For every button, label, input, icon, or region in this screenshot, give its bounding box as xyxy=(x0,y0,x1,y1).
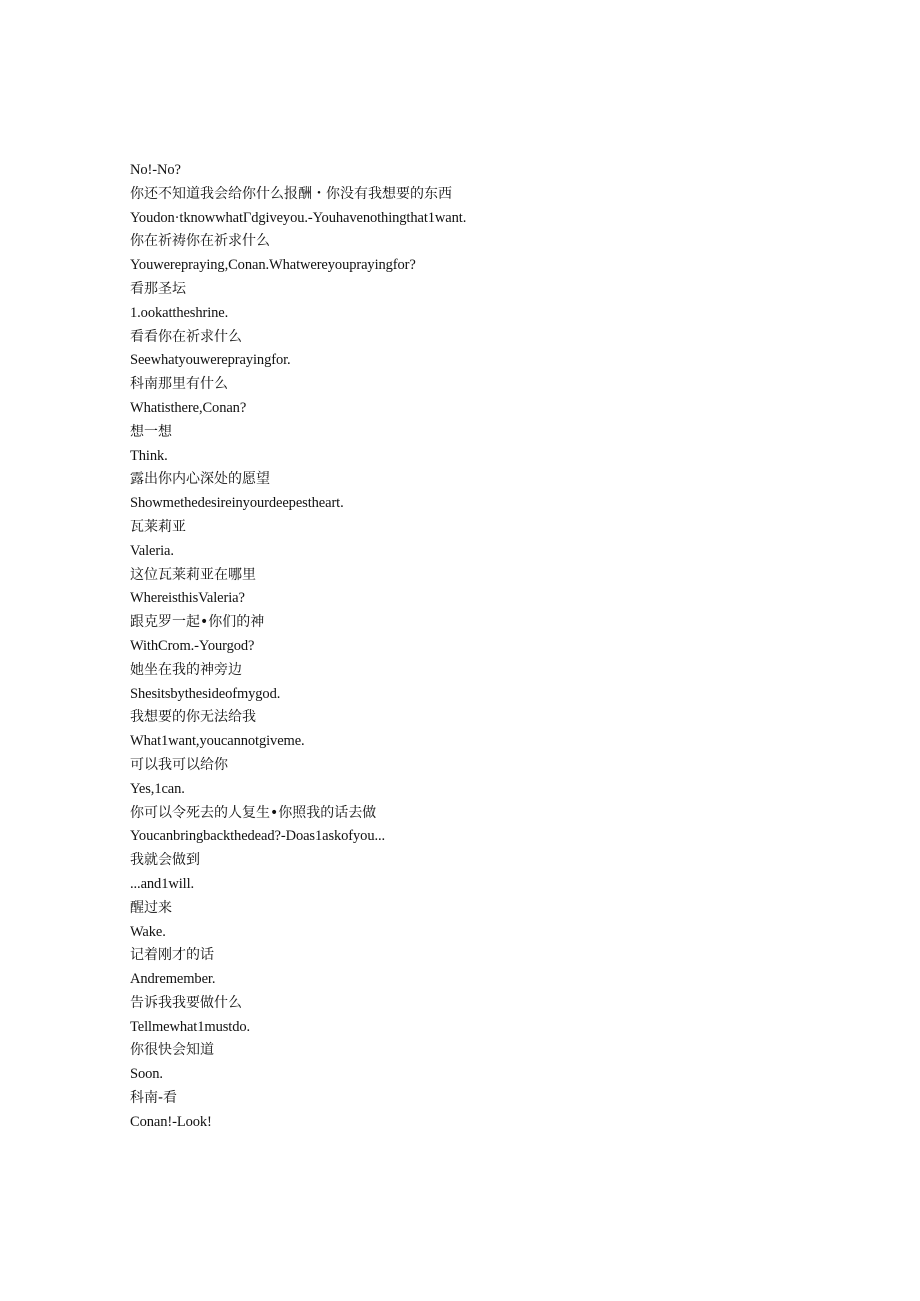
subtitle-line-zh: 想一想 xyxy=(130,423,172,440)
subtitle-line-zh: 科南那里有什么 xyxy=(130,376,228,393)
subtitle-line-en: WhereisthisValeria? xyxy=(130,590,245,607)
subtitle-line-zh: 看那圣坛 xyxy=(130,280,186,297)
subtitle-line-en: Andremember. xyxy=(130,971,216,988)
subtitle-line-en: Soon. xyxy=(130,1066,163,1083)
subtitle-line-en: Valeria. xyxy=(130,542,174,559)
subtitle-line-en: No!-No? xyxy=(130,162,181,178)
subtitle-line-en: ...and1will. xyxy=(130,875,195,892)
subtitle-line-en: Whatisthere,Conan? xyxy=(130,399,247,416)
subtitle-line-zh: 你还不知道我会给你什么报酬・你没有我想要的东西 xyxy=(130,185,452,202)
subtitle-line-en: Youdon·tknowwhatΓdgiveyou.-Youhavenothingthat1want. xyxy=(130,209,467,226)
subtitle-line-zh: 我就会做到 xyxy=(130,852,200,869)
subtitle-line-zh: 这位瓦莱莉亚在哪里 xyxy=(130,566,256,583)
subtitle-line-en: Think. xyxy=(130,447,168,464)
subtitle-document xyxy=(130,159,830,1135)
subtitle-line-en: Wake. xyxy=(130,923,166,940)
subtitle-line-en: Tellmewhat1mustdo. xyxy=(130,1018,251,1035)
subtitle-line-en: Shesitsbythesideofmygod. xyxy=(130,685,281,702)
subtitle-line-en: Seewhatyouwereprayingfor. xyxy=(130,352,291,369)
subtitle-line-en: WithCrom.-Yourgod? xyxy=(130,637,255,654)
subtitle-line-zh: 露出你内心深处的愿望 xyxy=(130,471,270,488)
subtitle-line-zh: 你很快会知道 xyxy=(130,1042,214,1059)
subtitle-line-zh: 你可以令死去的人复生•你照我的话去做 xyxy=(130,804,377,821)
subtitle-line-zh: 醒过来 xyxy=(130,899,172,916)
subtitle-line-zh: 你在祈祷你在祈求什么 xyxy=(130,233,270,250)
subtitle-line-zh: 我想要的你无法给我 xyxy=(130,709,256,726)
subtitle-line-zh: 看看你在祈求什么 xyxy=(130,328,242,345)
subtitle-line-zh: 科南-看 xyxy=(130,1090,178,1107)
subtitle-line-en: What1want,youcannotgiveme. xyxy=(130,733,305,750)
subtitle-line-zh: 跟克罗一起•你们的神 xyxy=(130,614,265,631)
subtitle-line-zh: 记着刚才的话 xyxy=(130,947,214,964)
subtitle-line-en: 1.ookattheshrine. xyxy=(130,304,229,321)
subtitle-line-zh: 瓦莱莉亚 xyxy=(130,518,186,535)
subtitle-line-en: Conan!-Look! xyxy=(130,1113,212,1130)
subtitle-line-en: Youcanbringbackthedead?-Doas1askofyou... xyxy=(130,828,386,845)
subtitle-line-en: Youwerepraying,Conan.Whatwereyouprayingfor? xyxy=(130,257,416,274)
subtitle-line-en: Yes,1can. xyxy=(130,780,185,797)
subtitle-line-zh: 可以我可以给你 xyxy=(130,756,228,773)
subtitle-line-zh: 她坐在我的神旁边 xyxy=(130,661,242,678)
subtitle-line-en: Showmethedesireinyourdeepestheart. xyxy=(130,495,344,512)
subtitle-line-zh: 告诉我我要做什么 xyxy=(130,994,242,1011)
